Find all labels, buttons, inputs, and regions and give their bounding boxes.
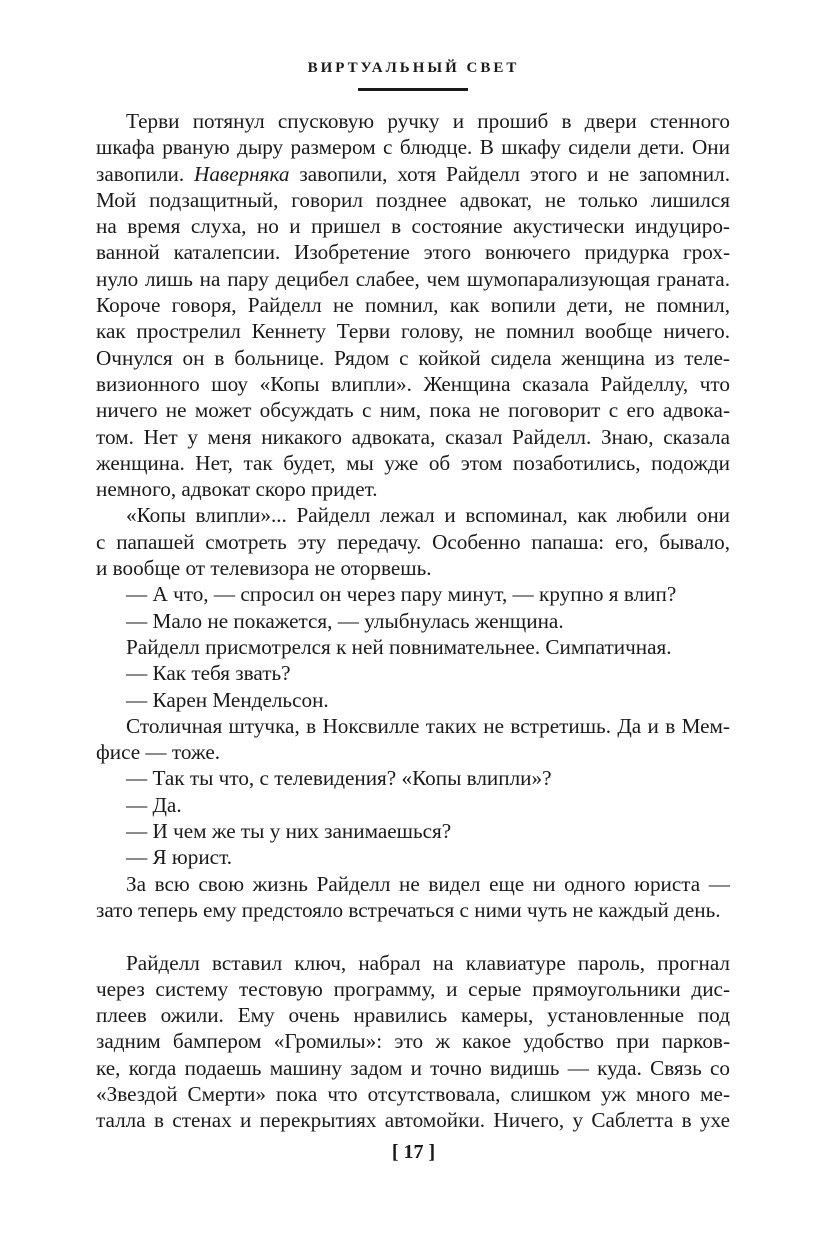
text-line: талла в стенах и перекрытиях автомойки. Ничего, у Саблетта в ухе xyxy=(96,1108,730,1133)
text-line: — Мало не покажется, — улыбнулась женщина. xyxy=(126,608,564,633)
text-line: немного, адвокат скоро придет. xyxy=(96,477,378,502)
text-line: зато теперь ему предстояло встречаться с ними чуть не каждый день. xyxy=(96,897,721,922)
italic-word: Наверняка xyxy=(194,161,290,186)
text-line: ванной каталепсии. Изобретение этого вонючего придурка грох- xyxy=(96,240,730,265)
page-number: [ 17 ] xyxy=(391,1141,436,1163)
text-line: задним бампером «Громилы»: это ж какое удобство при парков- xyxy=(96,1029,730,1054)
text-line: «Звездой Смерти» пока что отсутствовала, слишком уж много ме- xyxy=(96,1081,730,1106)
text-line: на время слуха, но и пришел в состояние акустически индуциро- xyxy=(96,214,730,239)
text-line: нуло лишь на пару децибел слабее, чем шумопарализующая граната. xyxy=(96,266,730,291)
text-line: плеев ожили. Ему очень нравились камеры, установленные под xyxy=(96,1003,730,1028)
text-line: женщина. Нет, так будет, мы уже об этом позаботились, подожди xyxy=(96,450,730,475)
text-line: через систему тестовую программу, и серые прямоугольники дис- xyxy=(96,976,730,1001)
text-line: Короче говоря, Райделл не помнил, как вопили дети, не помнил, xyxy=(96,293,730,318)
text-line: визионного шоу «Копы влипли». Женщина сказала Райделлу, что xyxy=(96,371,730,396)
text-line: с папашей смотреть эту передачу. Особенно папаша: его, бывало, xyxy=(96,529,730,554)
text-line: ничего не может обсуждать с ним, пока не поговорит с его адвока- xyxy=(96,398,730,423)
text-line: и вообще от телевизора не оторвешь. xyxy=(96,556,432,581)
text-line: ке, когда подаешь машину задом и точно видишь — куда. Связь со xyxy=(96,1055,730,1080)
text-line: Терви потянул спусковую ручку и прошиб в двери стенного xyxy=(126,109,730,133)
text-run: завопили. xyxy=(96,161,195,186)
text-line: Столичная штучка, в Ноксвилле таких не встретишь. Да и в Мем- xyxy=(126,713,730,738)
header-rule xyxy=(358,88,468,91)
text-line: — Я юрист. xyxy=(126,845,233,870)
text-line: — Карен Мендельсон. xyxy=(126,687,329,712)
text-line: — И чем же ты у них занимаешься? xyxy=(126,819,452,844)
section-break xyxy=(96,923,730,949)
text-line xyxy=(96,161,730,187)
text-line: Очнулся он в больнице. Рядом с койкой сидела женщина из теле- xyxy=(96,345,730,370)
text-line: — А что, — спросил он через пару минут, — крупно я влип? xyxy=(126,582,677,607)
text-line: фисе — тоже. xyxy=(96,740,221,765)
text-line: Мой подзащитный, говорил позднее адвокат, не только лишился xyxy=(96,187,730,212)
body-text xyxy=(96,108,730,1134)
text-line: — Да. xyxy=(126,792,182,817)
text-line: Райделл вставил ключ, набрал на клавиатуре пароль, прогнал xyxy=(126,950,730,975)
text-line: «Копы влипли»... Райделл лежал и вспоминал, как любили они xyxy=(126,503,730,528)
text-line: Райделл присмотрелся к ней повнимательнее. Симпатичная. xyxy=(126,634,672,659)
text-line: — Так ты что, с телевидения? «Копы влипли»? xyxy=(126,766,552,791)
text-run: завопили, хотя Райделл этого и не запомнил. xyxy=(289,161,730,186)
text-line: шкафа рваную дыру размером с блюдце. В шкафу сидели дети. Они xyxy=(96,135,730,160)
text-line: За всю свою жизнь Райделл не видел еще ни одного юриста — xyxy=(126,871,730,896)
text-line: — Как тебя звать? xyxy=(126,661,291,686)
text-line: том. Нет у меня никакого адвоката, сказал Райделл. Знаю, сказала xyxy=(96,424,730,449)
text-line: как прострелил Кеннету Терви голову, не помнил вообще ничего. xyxy=(96,319,730,344)
running-header: ВИРТУАЛЬНЫЙ СВЕТ xyxy=(307,60,520,76)
